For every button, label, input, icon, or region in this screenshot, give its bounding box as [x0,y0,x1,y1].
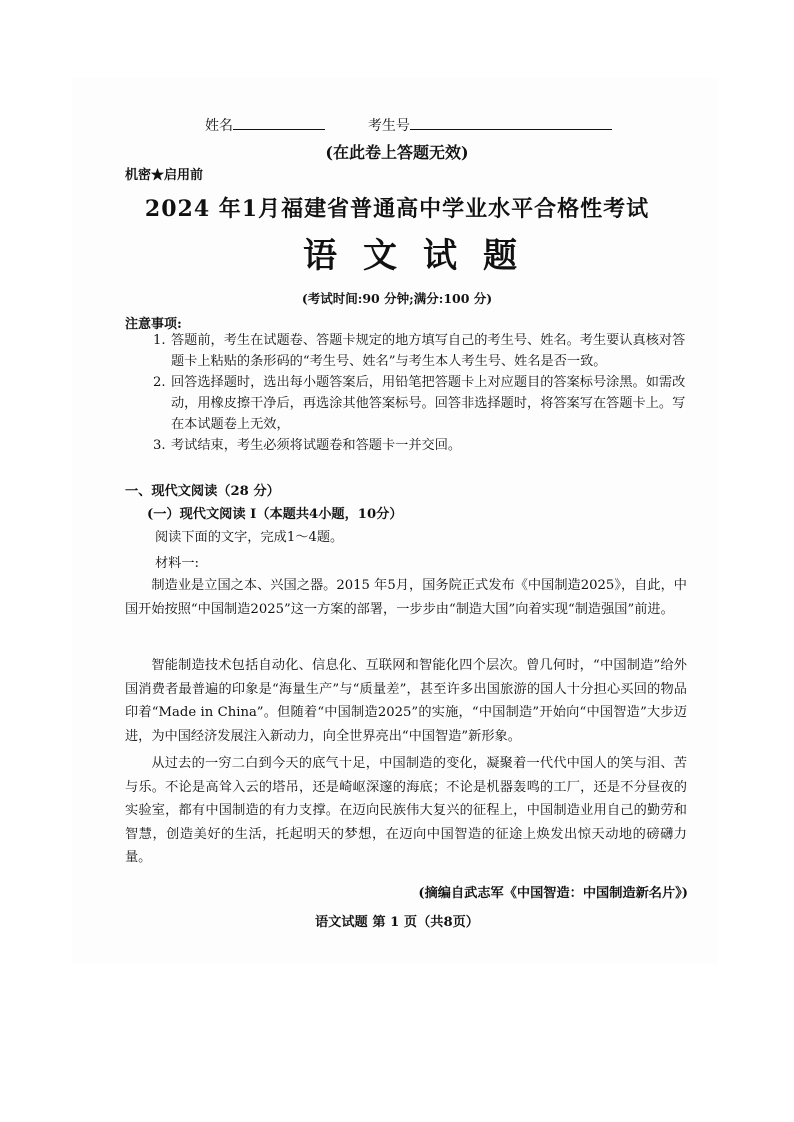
notice-num: 2. [153,375,166,390]
notice-text: 回答选择题时，选出每小题答案后，用铅笔把答题卡上对应题目的答案标号涂黑。如需改动，用橡皮擦干净后，再选涂其他答案标号。回答非选择题时，将答案写在答题卡上。写在本试题卷上无效， [171,375,686,432]
id-blank [410,117,612,130]
reading-instruction: 阅读下面的文字，完成1～4题。 [155,530,344,545]
id-label: 考生号 [367,118,410,134]
notice-heading: 注意事项: [125,317,182,332]
passage-paragraph: 智能制造技术包括自动化、信息化、互联网和智能化四个层次。曾几何时，“中国制造”给外国消费者最普遍的印象是“海量生产”与“质量差”，甚至许多出国旅游的国人十分担心买回的物品印着“Made in China”。但随着“中国制造2025”的实施，“中国制造”开始向“中国智造”大步迈进，为中国经济发展注入新动力，向全世界亮出“中国智造”新形象。 [125,658,687,744]
page-footer: 语文试题 第 1 页（共8页） [315,915,479,930]
passage-source: (摘编自武志军《中国智造：中国制造新名片》) [418,886,688,901]
notice-item [153,372,693,435]
invalid-note: (在此卷上答题无效) [325,143,469,162]
secret-mark: 机密★启用前 [125,168,204,183]
notice-text: 考试结束，考生必须将试题卷和答题卡一并交回。 [171,438,462,453]
subject-title: 语文试题 [303,236,543,276]
notice-num: 3. [153,438,166,453]
section-subtitle: (一）现代文阅读 I（本题共4小题，10分） [147,507,403,522]
name-blank [233,117,325,130]
exam-title: 2024 年1月福建省普通高中学业水平合格性考试 [144,196,650,222]
material-label: 材料一: [155,556,200,571]
notice-num: 1. [153,333,166,348]
passage-paragraph: 制造业是立国之本、兴国之器。2015 年5月，国务院正式发布《中国制造2025》，自此，中国开始按照“中国制造2025”这一方案的部署，一步步由“制造大国”向着实现“制造强国”前进。 [125,578,687,617]
exam-meta: (考试时间:90 分钟;满分:100 分) [301,291,493,306]
notice-item [153,330,693,372]
name-label: 姓名 [205,118,233,134]
section-title: 一、现代文阅读（28 分） [125,484,280,499]
notice-item [153,435,693,456]
passage-paragraph: 从过去的一穷二白到今天的底气十足，中国制造的变化，凝聚着一代代中国人的笑与泪、苦与乐。不论是高耸入云的塔吊，还是崎岖深邃的海底；不论是机器轰鸣的工厂，还是不分昼夜的实验室，都有中国制造的有力支撑。在迈向民族伟大复兴的征程上，中国制造业用自己的勤劳和智慧，创造美好的生活，托起明天的梦想，在迈向中国智造的征途上焕发出惊天动地的磅礴力量。 [125,756,687,866]
candidate-info-row [205,115,612,135]
notice-text: 答题前，考生在试题卷、答题卡规定的地方填写自己的考生号、姓名。考生要认真核对答题卡上粘贴的条形码的“考生号、姓名”与考生本人考生号、姓名是否一致。 [171,333,686,369]
